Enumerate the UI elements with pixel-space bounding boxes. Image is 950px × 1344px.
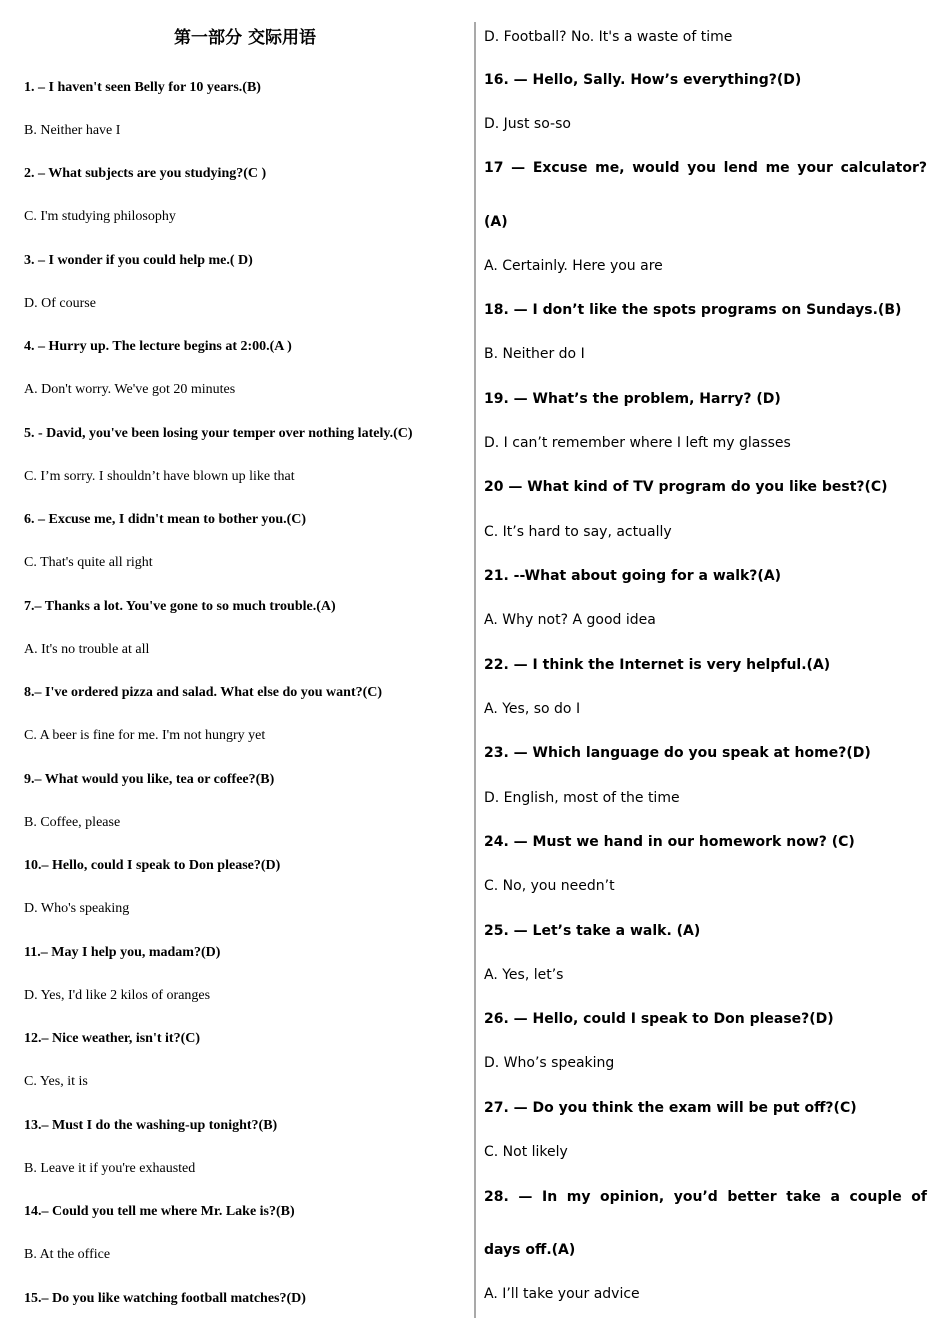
question: 13.– Must I do the washing-up tonight?(B) xyxy=(24,1118,278,1133)
answer: B. Coffee, please xyxy=(24,815,121,830)
answer: C. A beer is fine for me. I'm not hungry yet xyxy=(24,728,266,743)
answer: C. Yes, it is xyxy=(24,1074,88,1089)
question: 15.– Do you like watching football matches?(D) xyxy=(24,1291,306,1306)
answer: A. Don't worry. We've got 20 minutes xyxy=(24,382,236,397)
answer: C. It’s hard to say, actually xyxy=(484,524,672,540)
answer: C. That's quite all right xyxy=(24,555,153,570)
question: 4. – Hurry up. The lecture begins at 2:00.(A ) xyxy=(24,339,292,354)
page-title: 第一部分 交际用语 xyxy=(174,28,316,48)
answer: D. I can’t remember where I left my glasses xyxy=(484,435,791,451)
question-continuation: (A) xyxy=(484,214,508,230)
question: 16. — Hello, Sally. How’s everything?(D) xyxy=(484,72,802,88)
question: 28. — In my opinion, you’d better take a couple of xyxy=(484,1189,927,1205)
question: 14.– Could you tell me where Mr. Lake is?(B) xyxy=(24,1204,295,1219)
answer: A. Yes, let’s xyxy=(484,967,564,983)
answer: D. Yes, I'd like 2 kilos of oranges xyxy=(24,988,211,1003)
answer: D. Football? No. It's a waste of time xyxy=(484,29,733,45)
question: 12.– Nice weather, isn't it?(C) xyxy=(24,1031,201,1046)
answer: D. English, most of the time xyxy=(484,790,680,806)
question: 24. — Must we hand in our homework now? (C) xyxy=(484,834,855,850)
question: 22. — I think the Internet is very helpful.(A) xyxy=(484,657,831,673)
question: 25. — Let’s take a walk. (A) xyxy=(484,923,701,939)
answer: D. Who’s speaking xyxy=(484,1055,615,1071)
question-continuation: days off.(A) xyxy=(484,1242,576,1258)
question: 3. – I wonder if you could help me.( D) xyxy=(24,253,253,268)
answer: C. I’m sorry. I shouldn’t have blown up like that xyxy=(24,469,295,484)
answer: A. Yes, so do I xyxy=(484,701,581,717)
question: 26. — Hello, could I speak to Don please?(D) xyxy=(484,1011,834,1027)
answer: B. At the office xyxy=(24,1247,111,1262)
question: 7.– Thanks a lot. You've gone to so much trouble.(A) xyxy=(24,599,336,614)
answer: A. I’ll take your advice xyxy=(484,1286,640,1302)
question: 19. — What’s the problem, Harry? (D) xyxy=(484,391,781,407)
question: 17 — Excuse me, would you lend me your calculator? xyxy=(484,160,927,176)
question: 21. --What about going for a walk?(A) xyxy=(484,568,782,584)
question: 23. — Which language do you speak at home?(D) xyxy=(484,745,871,761)
answer: B. Neither have I xyxy=(24,123,121,138)
answer: C. I'm studying philosophy xyxy=(24,209,176,224)
question: 20 — What kind of TV program do you like best?(C) xyxy=(484,479,888,495)
answer: A. Why not? A good idea xyxy=(484,612,656,628)
question: 11.– May I help you, madam?(D) xyxy=(24,945,221,960)
answer: D. Of course xyxy=(24,296,96,311)
question: 18. — I don’t like the spots programs on Sundays.(B) xyxy=(484,302,902,318)
answer: B. Leave it if you're exhausted xyxy=(24,1161,196,1176)
answer: A. It's no trouble at all xyxy=(24,642,150,657)
question: 27. — Do you think the exam will be put off?(C) xyxy=(484,1100,857,1116)
answer: D. Just so-so xyxy=(484,116,571,132)
question: 8.– I've ordered pizza and salad. What else do you want?(C) xyxy=(24,685,383,700)
question: 9.– What would you like, tea or coffee?(B) xyxy=(24,772,275,787)
answer: A. Certainly. Here you are xyxy=(484,258,663,274)
answer: D. Who's speaking xyxy=(24,901,130,916)
answer: B. Neither do I xyxy=(484,346,585,362)
answer: C. Not likely xyxy=(484,1144,568,1160)
question: 6. – Excuse me, I didn't mean to bother you.(C) xyxy=(24,512,307,527)
question: 1. – I haven't seen Belly for 10 years.(B) xyxy=(24,80,261,95)
column-divider xyxy=(474,22,476,1318)
question: 5. - David, you've been losing your temper over nothing lately.(C) xyxy=(24,426,413,441)
question: 10.– Hello, could I speak to Don please?(D) xyxy=(24,858,281,873)
answer: C. No, you needn’t xyxy=(484,878,615,894)
question: 2. – What subjects are you studying?(C ) xyxy=(24,166,267,181)
